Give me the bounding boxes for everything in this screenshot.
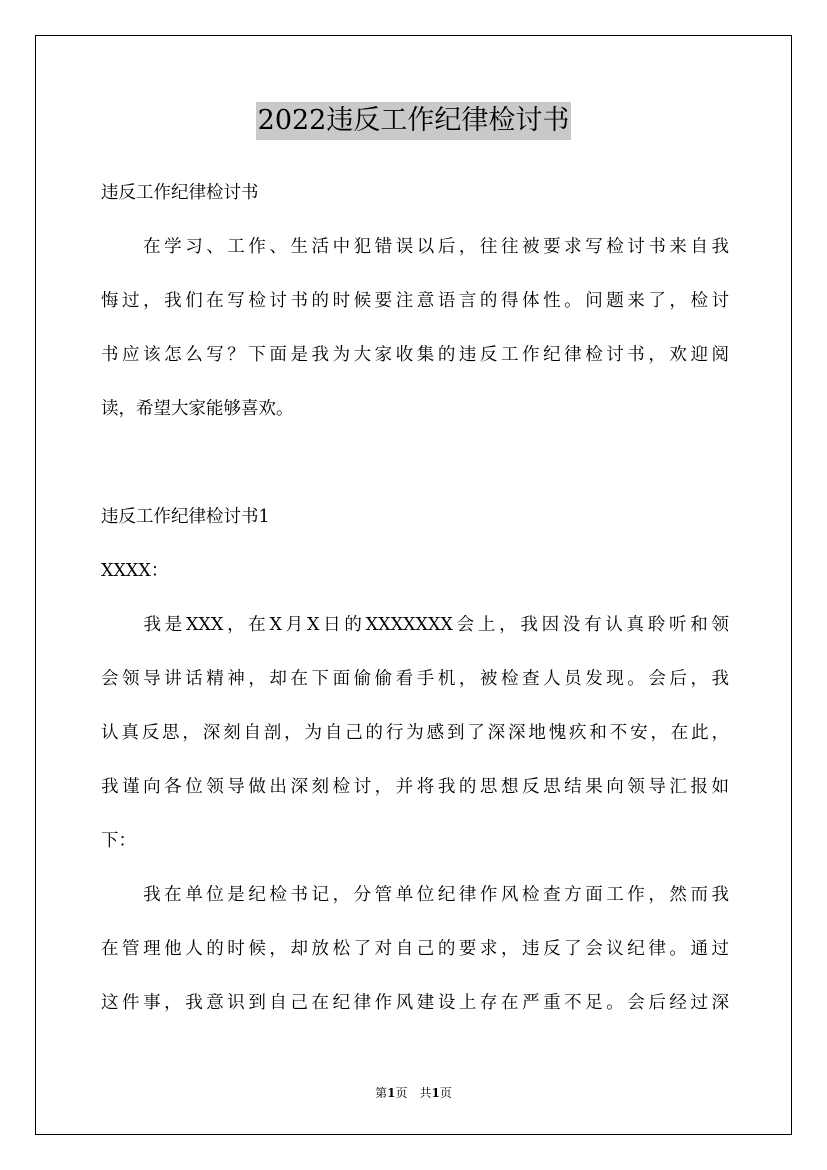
footer-page-number: 1 <box>387 1086 396 1100</box>
paragraph-line: 我是XXX，在X月X日的XXXXXXX会上，我因没有认真聆听和领 <box>101 615 729 635</box>
paragraph-line: 我谨向各位领导做出深刻检讨，并将我的思想反思结果向领导汇报如 <box>101 777 729 797</box>
paragraph-line: 悔过，我们在写检讨书的时候要注意语言的得体性。问题来了，检讨 <box>101 291 729 311</box>
paragraph-line: 在学习、工作、生活中犯错误以后，往往被要求写检讨书来自我 <box>101 237 729 257</box>
paragraph-line: 读，希望大家能够喜欢。 <box>101 399 294 419</box>
footer-prefix: 第 <box>375 1086 388 1100</box>
section-heading: 违反工作纪律检讨书 <box>101 183 259 203</box>
footer-suffix: 页 <box>439 1086 452 1100</box>
section-heading: 违反工作纪律检讨书1 <box>101 507 270 527</box>
paragraph-line: 我在单位是纪检书记，分管单位纪律作风检查方面工作，然而我 <box>101 885 729 905</box>
paragraph-line: 会领导讲话精神，却在下面偷偷看手机，被检查人员发现。会后，我 <box>101 669 729 689</box>
paragraph-line: 在管理他人的时候，却放松了对自己的要求，违反了会议纪律。通过 <box>101 939 729 959</box>
page-footer <box>0 1085 827 1101</box>
paragraph-line: 认真反思，深刻自剖，为自己的行为感到了深深地愧疚和不安，在此， <box>101 723 729 743</box>
paragraph-line: 下： <box>101 831 136 851</box>
title-container <box>0 102 827 140</box>
footer-total-pages: 1 <box>431 1086 440 1100</box>
paragraph-line: 这件事，我意识到自己在纪律作风建设上存在严重不足。会后经过深 <box>101 993 729 1013</box>
footer-mid: 页 共 <box>395 1086 432 1100</box>
paragraph-line: 书应该怎么写？下面是我为大家收集的违反工作纪律检讨书，欢迎阅 <box>101 345 729 365</box>
salutation: XXXX： <box>101 561 169 581</box>
document-title: 2022违反工作纪律检讨书 <box>256 102 572 140</box>
